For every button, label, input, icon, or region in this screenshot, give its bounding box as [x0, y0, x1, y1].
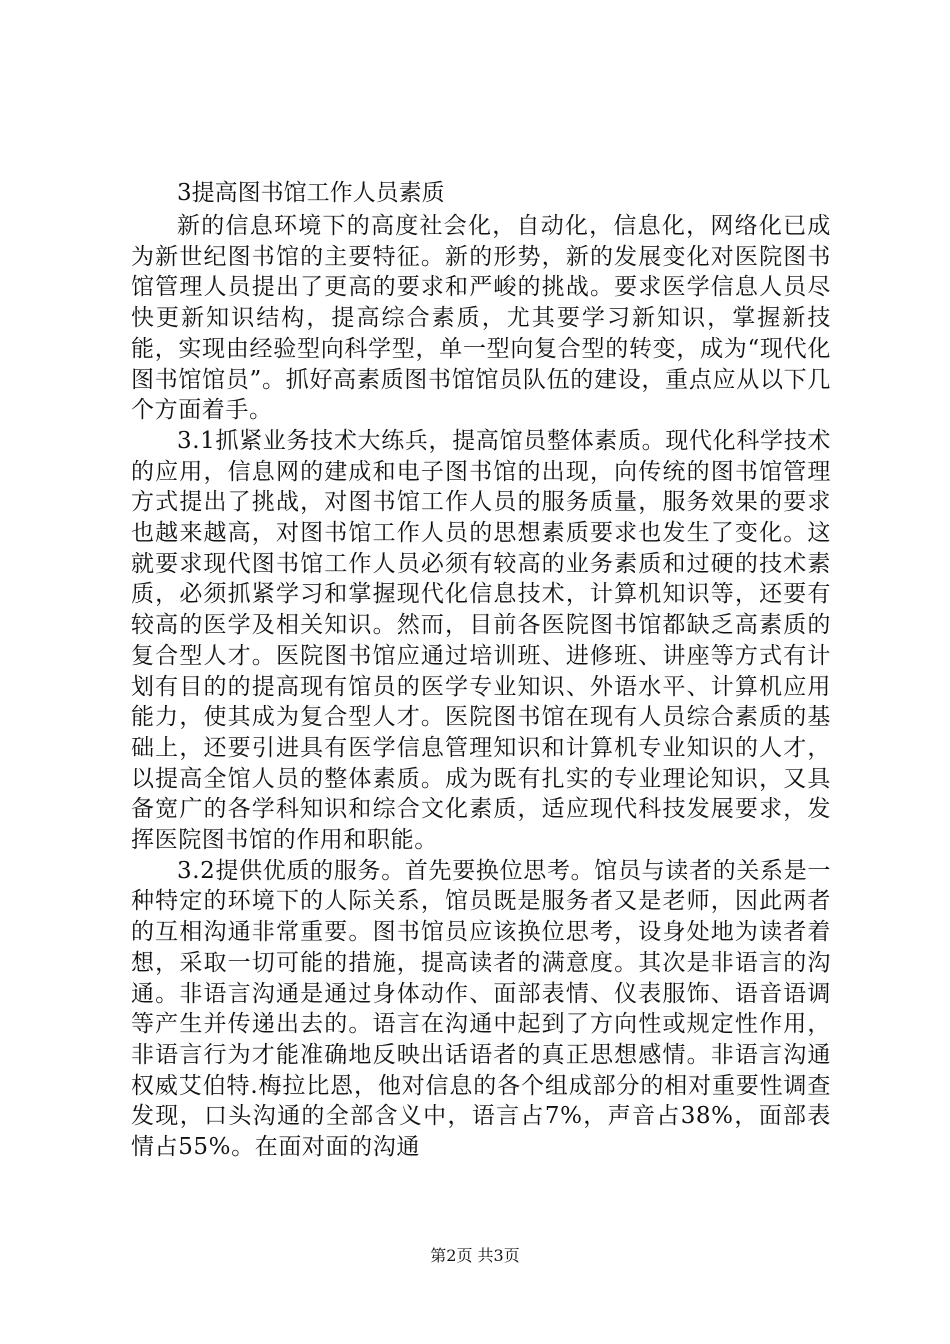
page-footer: 第2页 共3页 — [430, 1246, 520, 1265]
section-heading: 3提高图书馆工作人员素质 — [177, 180, 445, 206]
paragraph-3-1: 3.1抓紧业务技术大练兵，提高馆员整体素质。现代化科学技术的应用，信息网的建成和电子图书馆的出现，向传统的图书馆管理方式提出了挑战，对图书馆工作人员的服务质量，服务效果的要求也越来越高，对图书馆工作人员的思想素质要求也发生了变化。这就要求现代图书馆工作人员必须有较高的业务素质和过硬的技术素质，必须抓紧学习和掌握现代化信息技术，计算机知识等，还要有较高的医学及相关知识。然而，目前各医院图书馆都缺乏高素质的复合型人才。医院图书馆应通过培训班、进修班、讲座等方式有计划有目的的提高现有馆员的医学专业知识、外语水平、计算机应用能力，使其成为复合型人才。医院图书馆在现有人员综合素质的基础上，还要引进具有医学信息管理知识和计算机专业知识的人才，以提高全馆人员的整体素质。成为既有扎实的专业理论知识，又具备宽广的各学科知识和综合文化素质，适应现代科技发展要求，发挥医院图书馆的作用和职能。 — [131, 427, 831, 854]
paragraph-intro: 新的信息环境下的高度社会化，自动化，信息化，网络化已成为新世纪图书馆的主要特征。新的形势，新的发展变化对医院图书馆管理人员提出了更高的要求和严峻的挑战。要求医学信息人员尽快更新知识结构，提高综合素质，尤其要学习新知识，掌握新技能，实现由经验型向科学型，单一型向复合型的转变，成为“现代化图书馆馆员”。抓好高素质图书馆馆员队伍的建设，重点应从以下几个方面着手。 — [131, 213, 831, 424]
paragraph-3-2: 3.2提供优质的服务。首先要换位思考。馆员与读者的关系是一种特定的环境下的人际关系，馆员既是服务者又是老师，因此两者的互相沟通非常重要。图书馆员应该换位思考，设身处地为读者着想，采取一切可能的措施，提高读者的满意度。其次是非语言的沟通。非语言沟通是通过身体动作、面部表情、仪表服饰、语音语调等产生并传递出去的。语言在沟通中起到了方向性或规定性作用，非语言行为才能准确地反映出话语者的真正思想感情。非语言沟通权威艾伯特.梅拉比恩，他对信息的各个组成部分的相对重要性调查发现，口头沟通的全部含义中，语言占7%，声音占38%，面部表情占55%。在面对面的沟通 — [131, 857, 831, 1161]
document-body — [131, 175, 831, 1163]
